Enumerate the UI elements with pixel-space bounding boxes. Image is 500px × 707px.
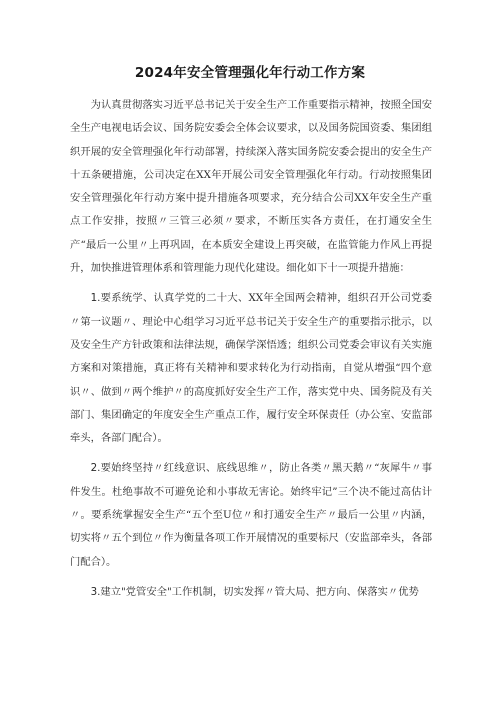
measure-item-1 (70, 287, 432, 450)
paragraph-text: 为认真贯彻落实习近平总书记关于安全生产工作重要指示精神，按照全国安全生产电视电话会议、国务院安委会全体会议要求，以及国务院国资委、集团组织开展的安全管理强化年行动部署，持续深入落实国务院安委会提出的安全生产十五条硬措施，公司决定在XX年开展公司安全管理强化年行动。行动按照集团安全管理强化年行动方案中提升措施各项要求，充分结合公司XX年安全生产重点工作安排，按照〃三管三必须〃要求，不断压实各方责任，在打通安全生产“最后一公里〃上再巩固，在本质安全建设上再突破，在监管能力作风上再提升，加快推进管理体系和管理能力现代化建设。细化如下十一项提升措施： (70, 99, 432, 275)
item-text: .要始终坚持〃红线意识、底线思维〃，防止各类〃黑天鹅〃“灰犀牛〃事件发生。杜绝事故不可避免论和小事故无害论。始终牢记”三个决不能过高估计〃。要系统掌握安全生产“五个至U位〃和打通安全生产〃最后一公里〃内涵，切实将〃五个到位〃作为衡量各项工作开展情况的重要标尺（安监部牵头，各部门配合）。 (70, 462, 432, 568)
item-number: 2 (90, 462, 98, 475)
measure-item-2 (70, 457, 432, 573)
item-number: 3 (90, 585, 98, 598)
item-text: .要系统学、认真学党的二十大、XX年全国两会精神，组织召开公司党委〃第一议题〃、理论中心组学习习近平总书记关于安全生产的重要指示批示，以及安全生产方针政策和法律法规，确保学深悟透；组织公司党委会审议有关实施方案和对策措施，真正将有关精神和要求转化为行动指南，自觉从增强“四个意识〃、做到〃两个维护〃的高度抓好安全生产工作，落实党中央、国务院及有关部门、集团确定的年度安全生产重点工作，履行安全环保责任（办公室、安监部牵头，各部门配合）。 (70, 292, 432, 445)
measure-item-3 (70, 581, 432, 604)
document-body (70, 94, 432, 604)
intro-paragraph (70, 94, 432, 280)
document-title: 2024年安全管理强化年行动工作方案 (134, 65, 366, 81)
item-text: .建立"党管安全"工作机制，切实发挥〃管大局、把方向、保落实〃优势 (97, 585, 419, 598)
item-number: 1 (90, 292, 98, 305)
